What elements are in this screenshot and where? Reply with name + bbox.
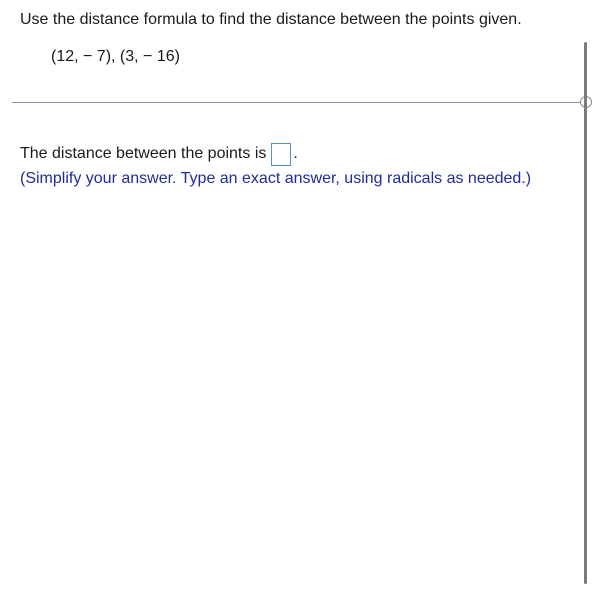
answer-prefix: The distance between the points is bbox=[20, 145, 267, 162]
question-prompt: Use the distance formula to find the distance between the points given. bbox=[20, 11, 522, 28]
answer-input-box[interactable] bbox=[271, 143, 291, 166]
answer-line bbox=[20, 142, 298, 166]
answer-suffix: . bbox=[293, 145, 298, 162]
question-points: (12, − 7), (3, − 16) bbox=[51, 48, 180, 65]
answer-hint: (Simplify your answer. Type an exact answer, using radicals as needed.) bbox=[20, 170, 532, 187]
pane-divider bbox=[12, 102, 586, 103]
vertical-scrollbar[interactable] bbox=[584, 42, 587, 584]
